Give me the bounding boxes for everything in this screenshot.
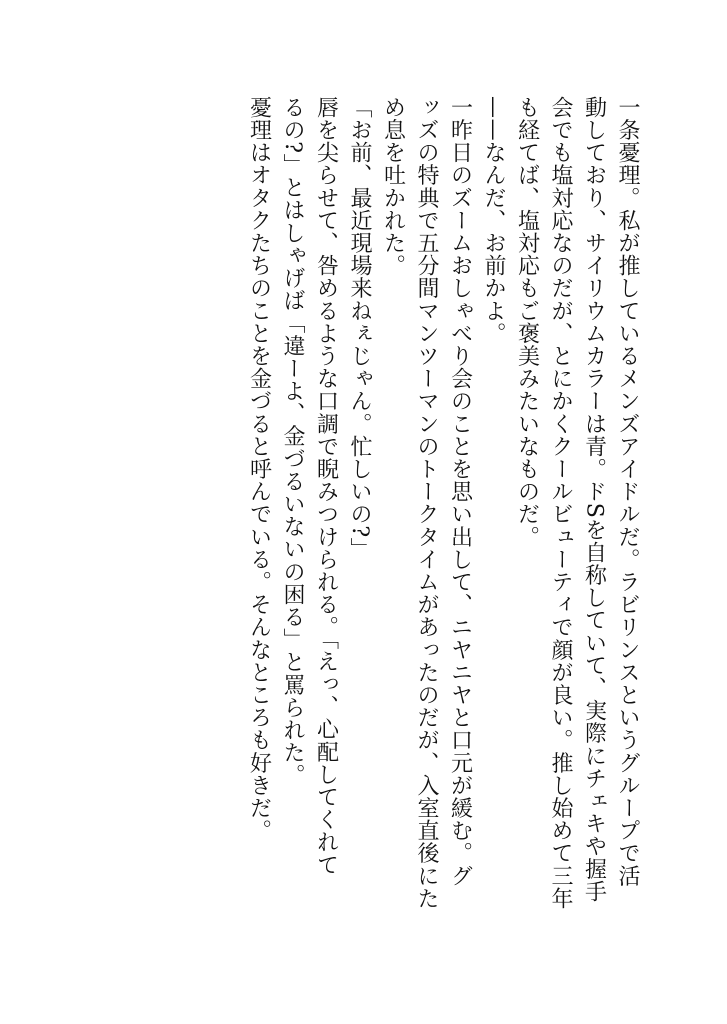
paragraph-5: 唇を尖らせて、咎めるような口調で睨みつけられる。「えっ、心配してくれて るの?」とはしゃげば「違ーよ、金づるいないの困る」と罵られた。 xyxy=(280,96,339,876)
vertical-text-body xyxy=(242,96,644,936)
paragraph-4: 「お前、最近現場来ねぇじゃん。忙しいの?」 xyxy=(347,96,372,561)
paragraph-2: ——なんだ、お前かよ。 xyxy=(481,96,506,345)
paragraph-1: 一条憂理。私が推しているメンズアイドルだ。ラビリンスというグループで活 動しており、サイリウムカラーは青。ドSを自称していて、実際にチェキや握手 会でも塩対応なのだが、とにかくクールビューティで顔が良い。推し始めて三年 も経てば、塩対応もご褒美みたいなものだ。 xyxy=(514,96,640,910)
paragraph-3: 一昨日のズームおしゃべり会のことを思い出して、ニヤニヤと口元が緩む。グ ッズの特典で五分間マンツーマンのトークタイムがあったのだが、入室直後にた め息を吐かれた。 xyxy=(380,96,473,910)
paragraph-6: 憂理はオタクたちのことを金づると呼んでいる。そんなところも好きだ。 xyxy=(246,96,272,842)
